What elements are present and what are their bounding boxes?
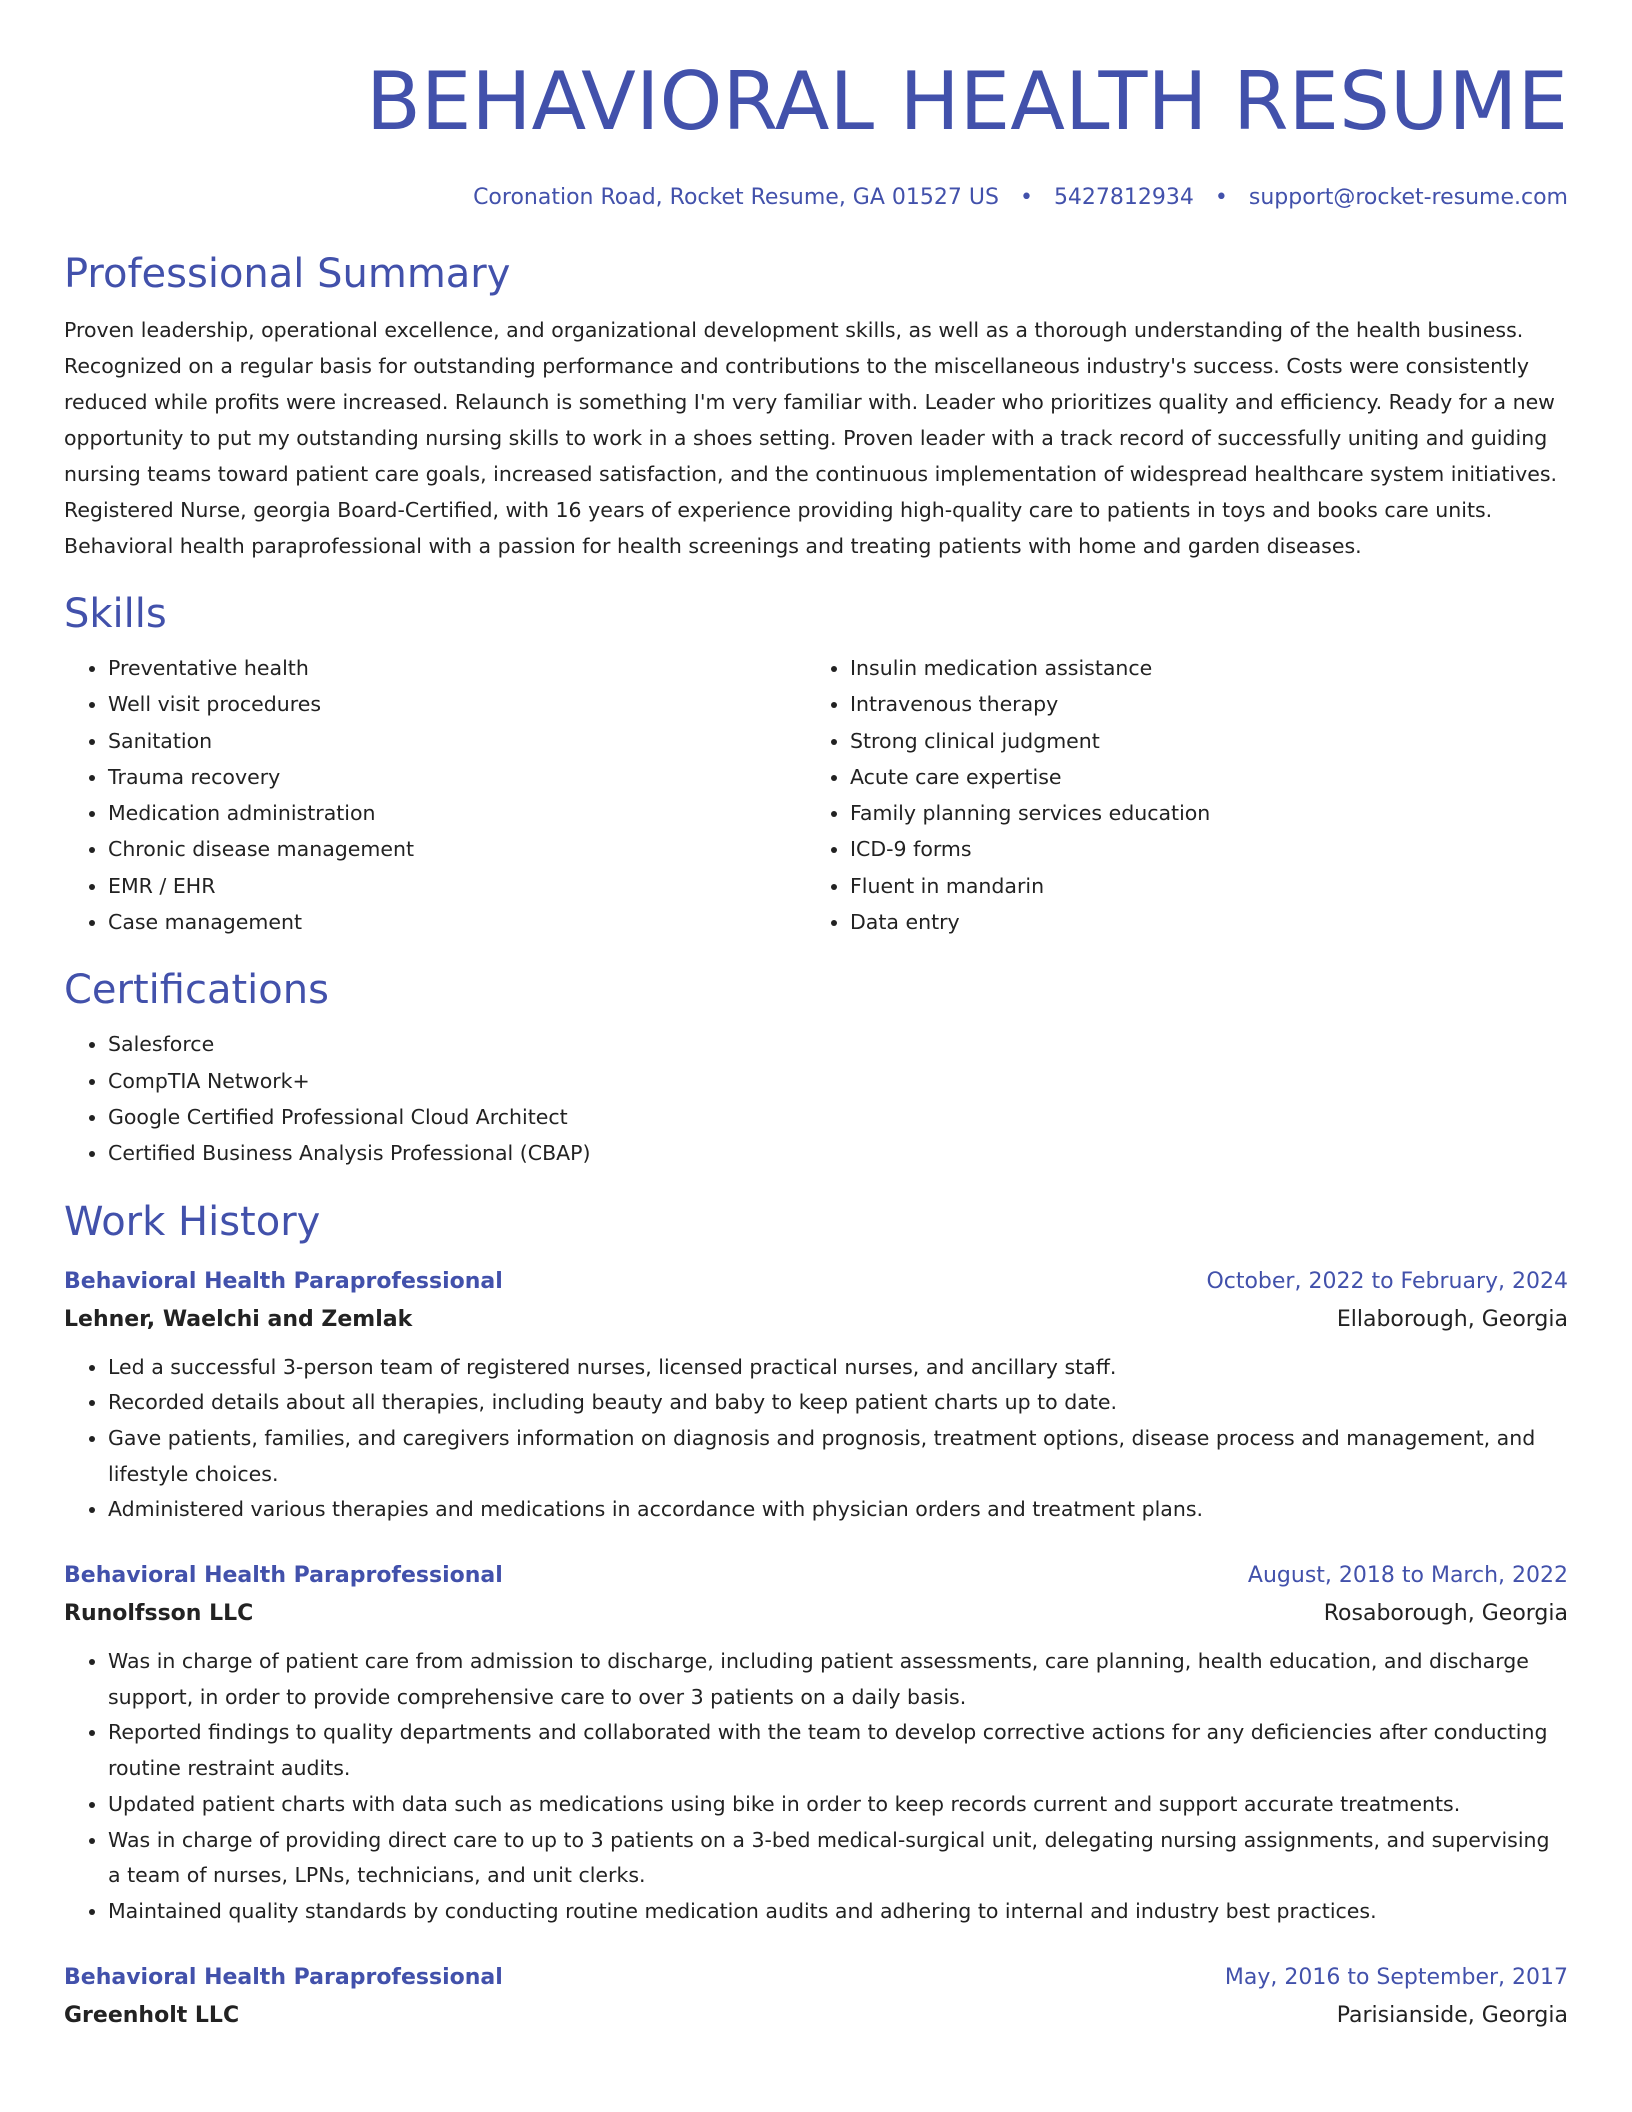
certifications-list [64, 1026, 1568, 1171]
job-bullet: • Maintained quality standards by conducting routine medication audits and adhering to internal and industry best practices. [108, 1894, 1568, 1930]
contact-line [64, 182, 1568, 214]
job-dates: May, 2016 to September, 2017 [1224, 1964, 1568, 1990]
summary-section [64, 248, 1568, 564]
contact-email: support@rocket-resume.com [1248, 185, 1568, 210]
job-entry [64, 1960, 1568, 2036]
skills-title: Skills [64, 591, 167, 637]
job-bullet: • Was in charge of providing direct care to up to 3 patients on a 3-bed medical-surgical unit, delegating nursing assignments, and supervising a team of nurses, LPNs, technicians, and unit clerks. [108, 1823, 1568, 1894]
skills-columns [64, 650, 1568, 940]
job-location: Parisianside, Georgia [1336, 2002, 1568, 2028]
certifications-section [64, 964, 1568, 1171]
resume-name: BEHAVIORAL HEALTH RESUME [365, 55, 1568, 148]
job-bullet: • Recorded details about all therapies, including beauty and baby to keep patient charts up to date. [108, 1385, 1568, 1421]
job-company-row [64, 1996, 1568, 2036]
job-title-row [64, 1960, 1568, 1996]
skill-item: • EMR / EHR [108, 868, 806, 904]
job-entry [64, 1558, 1568, 1930]
certification-item: • Salesforce [108, 1026, 1568, 1062]
skill-item: • Trauma recovery [108, 759, 806, 795]
job-company: Lehner, Waelchi and Zemlak [64, 1306, 413, 1332]
job-company-row [64, 1594, 1568, 1634]
contact-separator: • [1214, 185, 1228, 210]
contact-address: Coronation Road, Rocket Resume, GA 01527 US [473, 185, 999, 210]
job-bullets [64, 1350, 1568, 1529]
resume-header [64, 0, 1568, 214]
job-bullets [64, 1644, 1568, 1930]
job-bullet: • Administered various therapies and medications in accordance with physician orders and treatment plans. [108, 1492, 1568, 1528]
job-title: Behavioral Health Paraprofessional [64, 1268, 503, 1294]
skill-item: • Intravenous therapy [850, 686, 1548, 722]
certifications-title: Certifications [64, 967, 329, 1014]
work-history-title: Work History [64, 1198, 321, 1245]
summary-title: Professional Summary [64, 251, 511, 297]
skills-list-left [64, 650, 806, 940]
skills-list-right [806, 650, 1548, 940]
skill-item: • Data entry [850, 904, 1548, 940]
job-bullet: • Gave patients, families, and caregivers information on diagnosis and prognosis, treatment options, disease process and management, and lifestyle choices. [108, 1421, 1568, 1492]
job-title-row [64, 1264, 1568, 1300]
skill-item: • Medication administration [108, 795, 806, 831]
certification-item: • Google Certified Professional Cloud Architect [108, 1099, 1568, 1135]
skills-section [64, 588, 1568, 940]
job-company-row [64, 1300, 1568, 1340]
job-bullet: • Led a successful 3-person team of registered nurses, licensed practical nurses, and ancillary staff. [108, 1350, 1568, 1386]
contact-phone: 5427812934 [1053, 185, 1194, 210]
skill-item: • Family planning services education [850, 795, 1548, 831]
job-bullet: • Was in charge of patient care from admission to discharge, including patient assessments, care planning, health education, and discharge support, in order to provide comprehensive care to over 3 patients on a daily basis. [108, 1644, 1568, 1715]
job-entry [64, 1264, 1568, 1529]
skill-item: • Fluent in mandarin [850, 868, 1548, 904]
certification-item: • Certified Business Analysis Professional (CBAP) [108, 1135, 1568, 1171]
job-company: Greenholt LLC [64, 2002, 240, 2028]
job-company: Runolfsson LLC [64, 1601, 254, 1627]
skill-item: • Strong clinical judgment [850, 723, 1548, 759]
skill-item: • Case management [108, 904, 806, 940]
job-location: Rosaborough, Georgia [1323, 1601, 1568, 1627]
work-history-section [64, 1196, 1568, 2036]
skill-item: • Chronic disease management [108, 831, 806, 867]
skill-item: • Sanitation [108, 723, 806, 759]
skill-item: • Preventative health [108, 650, 806, 686]
job-bullet: • Updated patient charts with data such as medications using bike in order to keep records current and support accurate treatments. [108, 1787, 1568, 1823]
job-title-row [64, 1558, 1568, 1594]
job-title: Behavioral Health Paraprofessional [64, 1964, 503, 1990]
job-title: Behavioral Health Paraprofessional [64, 1563, 503, 1589]
skill-item: • Well visit procedures [108, 686, 806, 722]
summary-text: Proven leadership, operational excellence, and organizational development skills, as well as a thorough understanding of the health business. Recognized on a regular basis for outstanding performance and contributions to the miscellaneous industry's success. Costs were consistently reduced while profits were increased. Relaunch is something I'm very familiar with. Leader who prioritizes quality and efficiency. Ready for a new opportunity to put my outstanding nursing skills to work in a shoes setting. Proven leader with a track record of successfully uniting and guiding nursing teams toward patient care goals, increased satisfaction, and the continuous implementation of widespread healthcare system initiatives. Registered Nurse, georgia Board-Certified, with 16 years of experience providing high-quality care to patients in toys and books care units. Behavioral health paraprofessional with a passion for health screenings and treating patients with home and garden diseases. [64, 318, 1558, 558]
job-location: Ellaborough, Georgia [1336, 1306, 1568, 1332]
job-bullet: • Reported findings to quality departments and collaborated with the team to develop corrective actions for any deficiencies after conducting routine restraint audits. [108, 1715, 1568, 1786]
skill-item: • Insulin medication assistance [850, 650, 1548, 686]
job-dates: October, 2022 to February, 2024 [1206, 1268, 1568, 1294]
job-dates: August, 2018 to March, 2022 [1247, 1563, 1568, 1589]
resume-page [64, 0, 1568, 2036]
certification-item: • CompTIA Network+ [108, 1063, 1568, 1099]
contact-separator: • [1019, 185, 1033, 210]
skill-item: • Acute care expertise [850, 759, 1548, 795]
skill-item: • ICD-9 forms [850, 831, 1548, 867]
